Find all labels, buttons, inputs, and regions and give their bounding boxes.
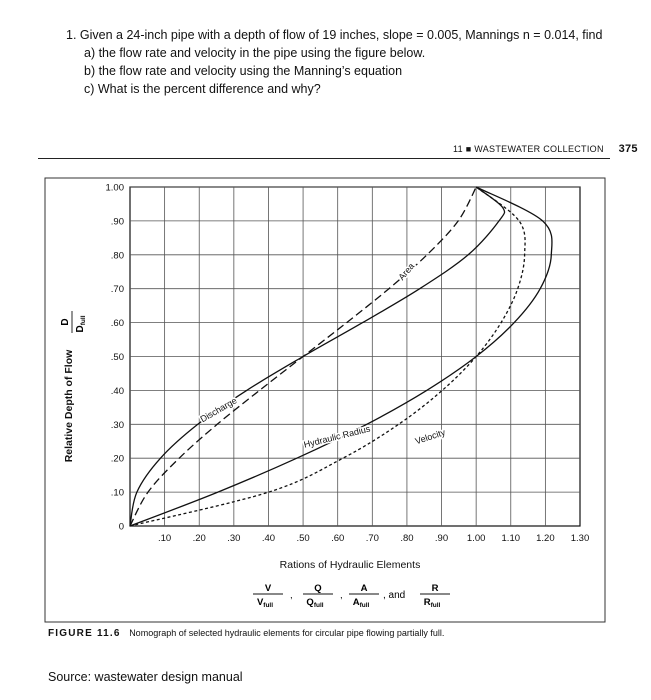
legend-fraction-num: R [431, 583, 439, 594]
chapter-title: 11 ■ WASTEWATER COLLECTION [453, 144, 604, 154]
y-tick-label: .50 [110, 352, 124, 363]
legend-fraction-den: $A_{full}$ [352, 597, 370, 609]
legend-fraction-den: $R_{full}$ [423, 597, 441, 609]
y-axis-label: Relative Depth of Flow [63, 349, 75, 463]
x-tick-label: 1.20 [536, 533, 555, 544]
legend-fraction-den: $V_{full}$ [256, 597, 274, 609]
series-label-hydraulic-radius: Hydraulic Radius [302, 423, 372, 450]
series-label-discharge: Discharge [198, 395, 239, 425]
legend-and: , and [383, 590, 406, 601]
x-tick-label: 1.00 [466, 533, 486, 544]
x-tick-label: .50 [296, 533, 310, 544]
y-fraction-den-sub: full [80, 315, 87, 326]
source-note: Source: wastewater design manual [48, 670, 243, 684]
y-tick-label: .10 [110, 487, 124, 499]
y-fraction-num: D [60, 318, 71, 326]
x-tick-label: .80 [400, 533, 414, 544]
x-tick-label: .70 [365, 533, 379, 544]
x-tick-label: .10 [158, 533, 172, 544]
legend-fraction-num: A [360, 583, 368, 594]
x-tick-label: 1.10 [501, 533, 521, 544]
question-1: 1. Given a 24-inch pipe with a depth of flow of 19 inches, slope = 0.005, Mannings n = 0.014, find [66, 28, 603, 42]
legend-fraction-den: $Q_{full}$ [306, 597, 324, 609]
caption-label: FIGURE 11.6 [48, 628, 121, 639]
series-label-area: Area [396, 261, 417, 283]
legend-fraction-r [420, 583, 450, 609]
series-labels [198, 261, 447, 450]
question-1b: b) the flow rate and velocity using the Manning’s equation [84, 64, 403, 78]
y-tick-labels [106, 183, 125, 533]
figure-border [45, 178, 605, 622]
legend-comma: , [290, 590, 293, 601]
y-axis-fraction [60, 311, 87, 333]
x-tick-label: .90 [434, 533, 449, 544]
grid-lines [130, 187, 580, 526]
figure-caption [48, 628, 444, 639]
y-tick-label: 1.00 [105, 182, 124, 194]
x-tick-label: .60 [331, 533, 345, 544]
legend-fraction-num: Q [314, 583, 322, 594]
question-1c: c) What is the percent difference and why? [84, 82, 321, 96]
y-fraction-den: D [75, 325, 86, 333]
x-tick-label: .20 [192, 533, 206, 544]
y-tick-label: .20 [110, 453, 124, 465]
legend-fraction-q [303, 583, 333, 609]
legend-fraction-a [349, 583, 379, 609]
y-tick-label: .40 [110, 385, 124, 397]
legend-comma: , [340, 590, 343, 601]
legend-fraction-v [253, 583, 283, 609]
x-tick-labels [158, 533, 589, 544]
y-tick-label: 0 [118, 521, 124, 533]
page-number: 375 [618, 143, 638, 155]
x-tick-label: 1.30 [570, 533, 590, 544]
y-tick-label: .90 [110, 216, 124, 228]
legend-equation [253, 583, 450, 609]
y-tick-label: .80 [110, 250, 124, 262]
y-tick-label: .60 [110, 318, 124, 330]
y-tick-label: .70 [110, 284, 124, 296]
x-tick-label: .40 [261, 533, 276, 544]
svg-text:Dfull [75, 315, 87, 332]
series-label-velocity: Velocity [413, 427, 447, 447]
caption-text: Nomograph of selected hydraulic elements for circular pipe flowing partially full. [129, 628, 445, 638]
legend-fraction-num: V [264, 583, 272, 594]
x-axis-label: Rations of Hydraulic Elements [279, 559, 421, 571]
x-tick-label: .30 [227, 533, 241, 544]
question-1a: a) the flow rate and velocity in the pipe using the figure below. [84, 46, 426, 60]
y-tick-label: .30 [110, 419, 124, 431]
